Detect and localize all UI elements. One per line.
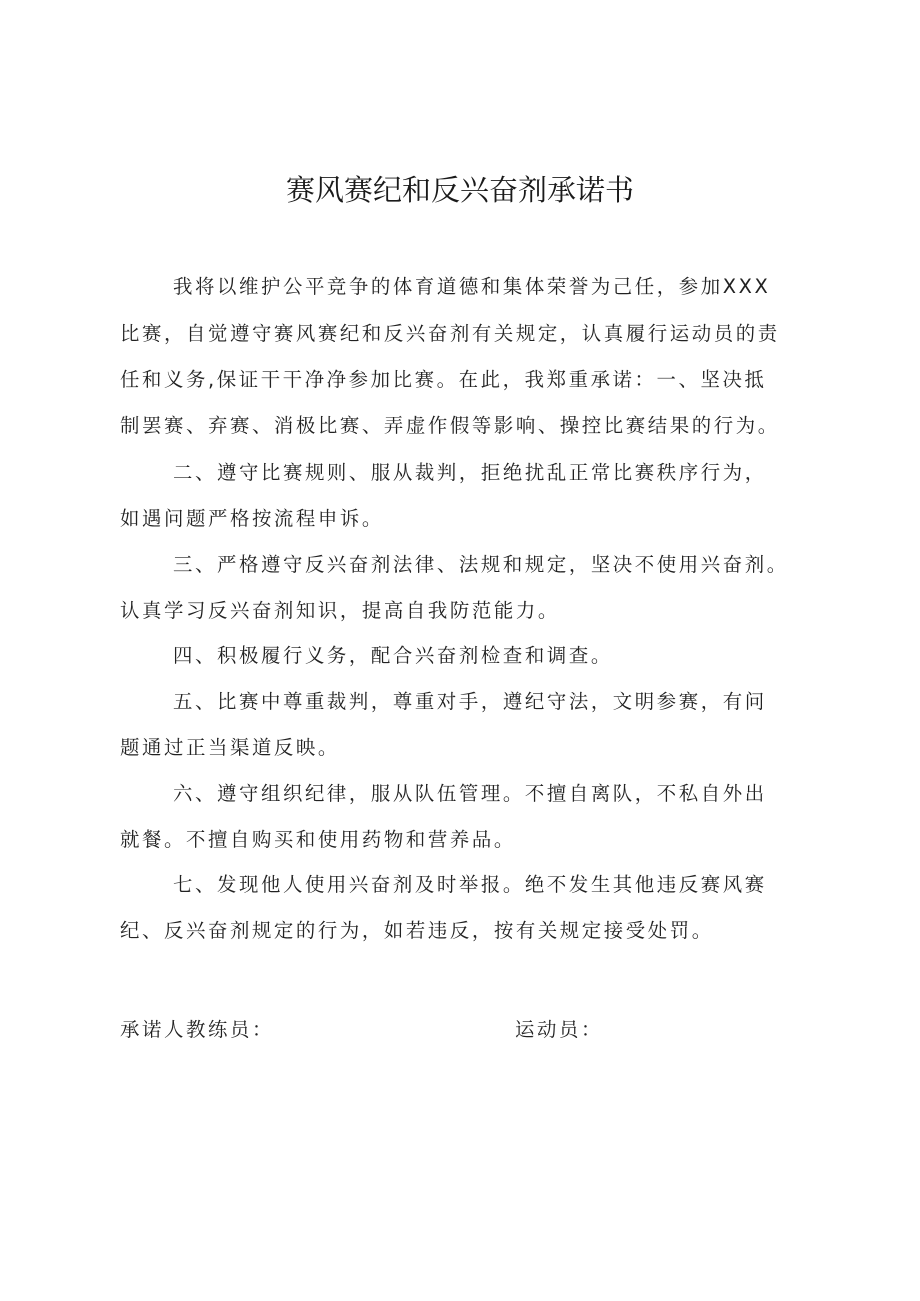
coach-signature-label: 承诺人教练员： xyxy=(120,1018,274,1041)
paragraph-line: 七、发现他人使用兴奋剂及时举报。绝不发生其他违反赛风赛 xyxy=(173,873,767,896)
paragraph-line: 认真学习反兴奋剂知识，提高自我防范能力。 xyxy=(120,599,560,622)
paragraph-line: 四、积极履行义务，配合兴奋剂检查和调查。 xyxy=(173,644,613,667)
paragraph-line: 题通过正当渠道反映。 xyxy=(120,736,340,759)
paragraph-line: 如遇问题严格按流程申诉。 xyxy=(120,507,384,530)
paragraph-line: 三、严格遵守反兴奋剂法律、法规和规定，坚决不使用兴奋剂。 xyxy=(173,553,789,576)
paragraph-line: 任和义务,保证干干净净参加比赛。在此，我郑重承诺：一、坚决抵 xyxy=(120,368,767,391)
paragraph-line: 制罢赛、弃赛、消极比赛、弄虚作假等影响、操控比赛结果的行为。 xyxy=(120,414,780,437)
paragraph-line: 我将以维护公平竞争的体育道德和集体荣誉为己任，参加XXX xyxy=(173,275,771,298)
athlete-signature-label: 运动员： xyxy=(515,1018,603,1041)
paragraph-line: 纪、反兴奋剂规定的行为，如若违反，按有关规定接受处罚。 xyxy=(120,919,714,942)
paragraph-line: 二、遵守比赛规则、服从裁判，拒绝扰乱正常比赛秩序行为， xyxy=(173,461,767,484)
paragraph-line: 就餐。不擅自购买和使用药物和营养品。 xyxy=(120,828,516,851)
paragraph-line: 五、比赛中尊重裁判，尊重对手，遵纪守法，文明参赛，有问 xyxy=(173,690,767,713)
paragraph-line: 六、遵守组织纪律，服从队伍管理。不擅自离队，不私自外出 xyxy=(173,782,767,805)
paragraph-line: 比赛，自觉遵守赛风赛纪和反兴奋剂有关规定，认真履行运动员的责 xyxy=(120,322,780,345)
document-title: 赛风赛纪和反兴奋剂承诺书 xyxy=(285,173,634,207)
